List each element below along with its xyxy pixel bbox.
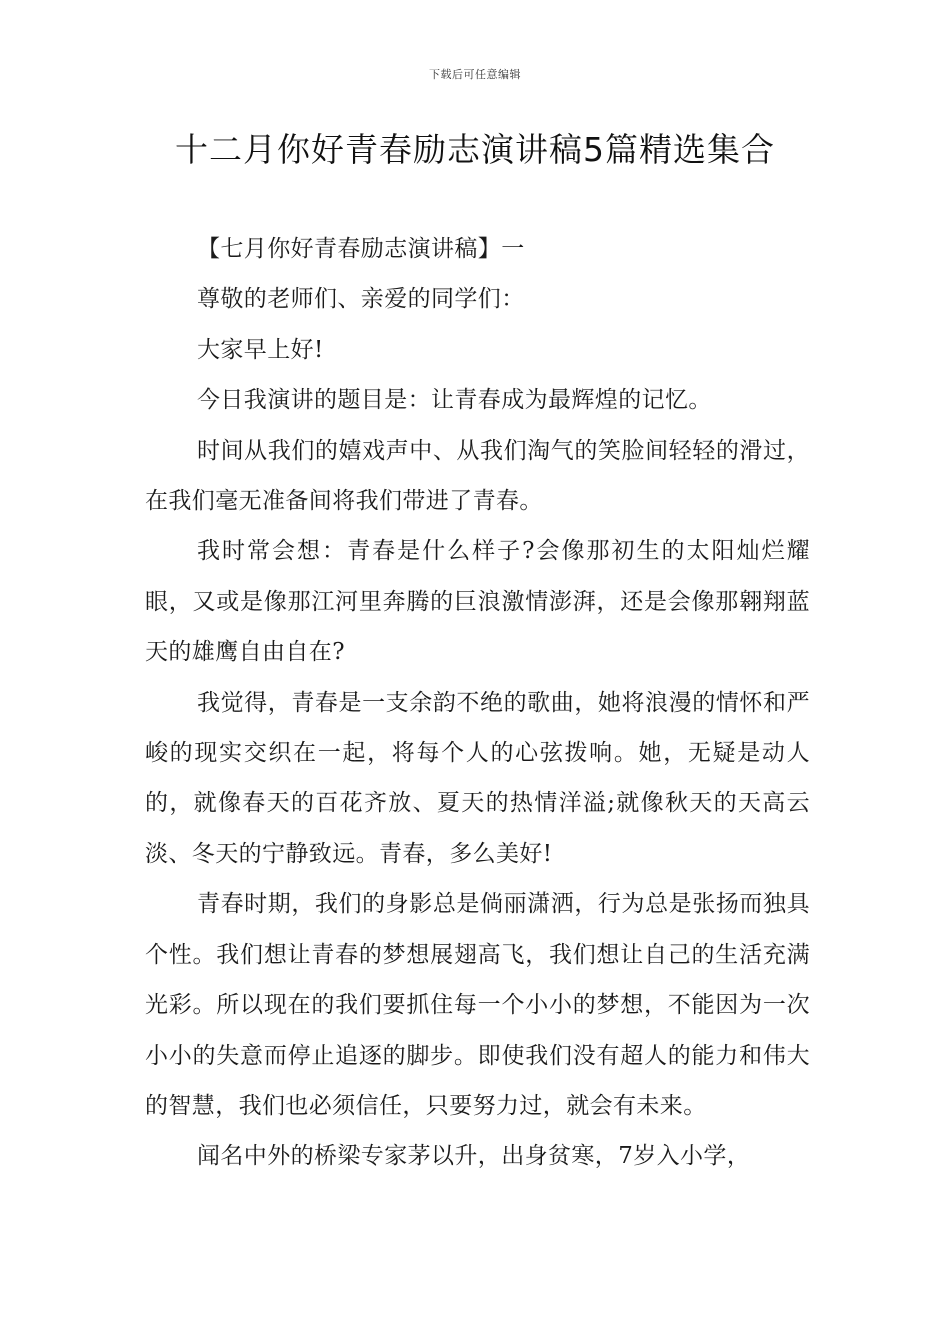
paragraph: 青春时期，我们的身影总是倘丽潇洒，行为总是张扬而独具个性。我们想让青春的梦想展翅高飞，我们想让自己的生活充满光彩。所以现在的我们要抓住每一个小小的梦想，不能因为一次小小的失意而停止追逐的脚步。即使我们没有超人的能力和伟大的智慧，我们也必须信任，只要努力过，就会有未来。	[145, 891, 810, 1119]
header-note: 下载后可任意编辑	[429, 68, 521, 81]
paragraph: 时间从我们的嬉戏声中、从我们淘气的笑脸间轻轻的滑过，在我们毫无准备间将我们带进了青春。	[145, 437, 810, 515]
document-title: 十二月你好青春励志演讲稿5篇精选集合	[175, 130, 775, 169]
paragraph: 我觉得，青春是一支余韵不绝的歌曲，她将浪漫的情怀和严峻的现实交织在一起，将每个人的心弦拨响。她，无疑是动人的，就像春天的百花齐放、夏天的热情洋溢;就像秋天的天高云淡、冬天的宁静致远。青春，多么美好!	[145, 689, 810, 867]
paragraph: 闻名中外的桥梁专家茅以升，出身贫寒，7岁入小学，	[197, 1143, 751, 1170]
paragraph-greeting: 大家早上好!	[197, 336, 324, 363]
paragraph-salutation: 尊敬的老师们、亲爱的同学们：	[197, 286, 525, 313]
paragraph: 我时常会想：青春是什么样子?会像那初生的太阳灿烂耀眼，又或是像那江河里奔腾的巨浪激情澎湃，还是会像那翱翔蓝天的雄鹰自由自在?	[145, 538, 810, 666]
document-body	[145, 224, 810, 1182]
paragraph-topic: 今日我演讲的题目是：让青春成为最辉煌的记忆。	[197, 387, 712, 414]
paragraph-section-heading: 【七月你好青春励志演讲稿】一	[197, 236, 525, 262]
